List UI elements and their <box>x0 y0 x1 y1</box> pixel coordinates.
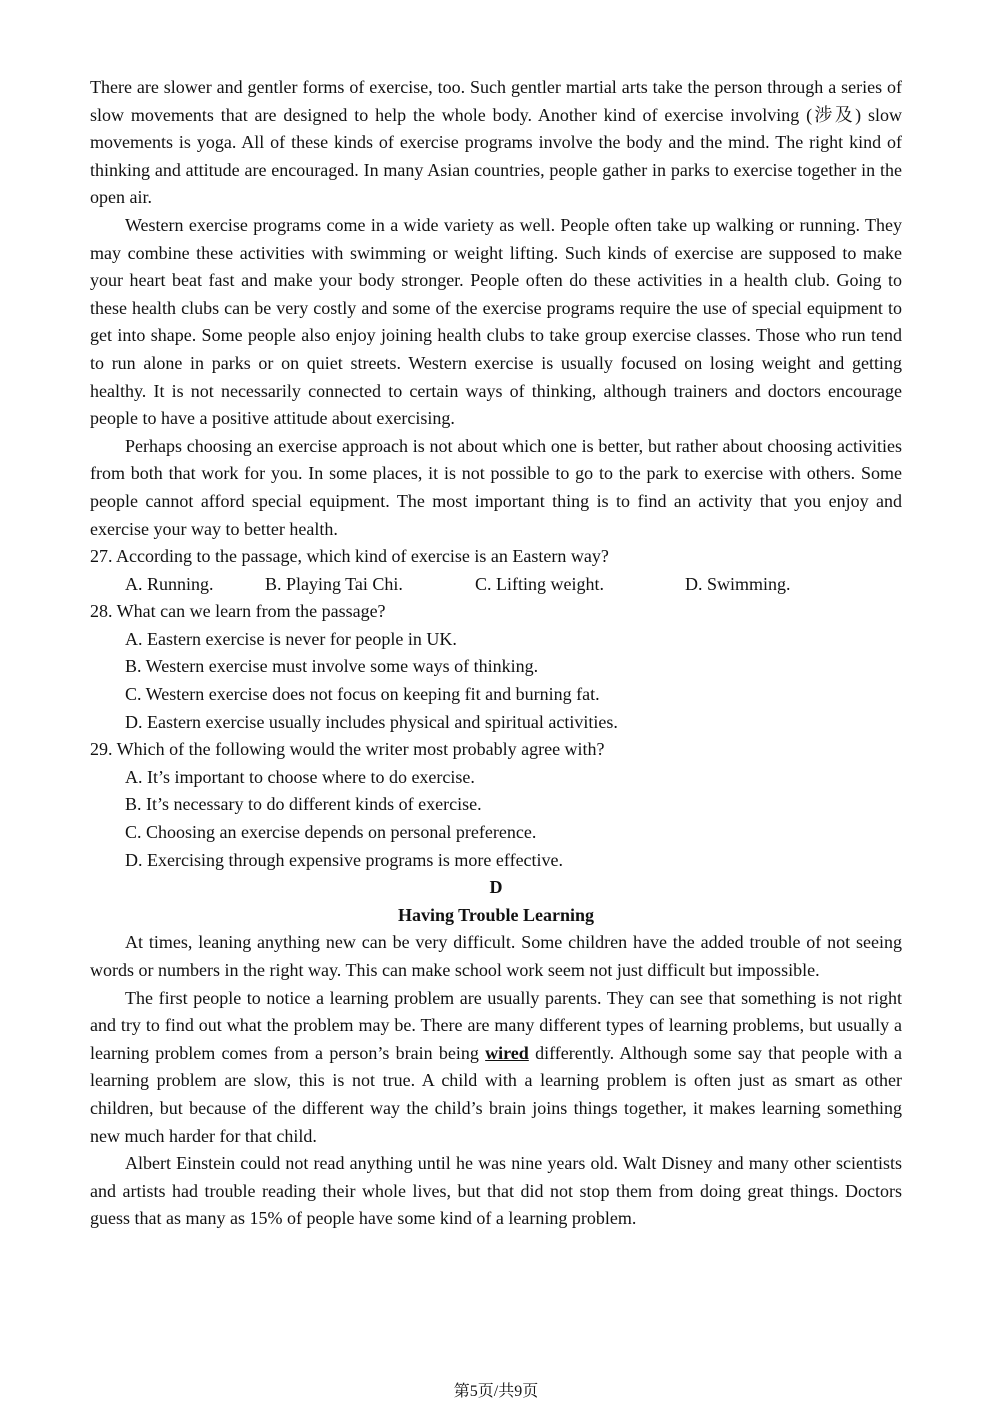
passage-d-paragraph-1: At times, leaning anything new can be very difficult. Some children have the added trouble of not seeing words or numbers in the right way. This can make school work seem not just difficult but impossible. <box>90 932 902 980</box>
passage-d-paragraph-2 <box>90 985 902 1151</box>
q27-option-c: C. Lifting weight. <box>475 573 604 594</box>
q29-option-a: A. It’s important to choose where to do exercise. <box>125 766 475 787</box>
passage-d-paragraph-2-end: differently. Although some say that people with a learning problem are slow, this is not true. A child with a learning problem is often just as smart as other children, but because of the different way the child’s brain joins things together, it makes learning something new much harder for that child. <box>90 1042 902 1146</box>
q28-option-d: D. Eastern exercise usually includes physical and spiritual activities. <box>125 711 618 732</box>
question-27-options <box>125 571 902 599</box>
q27-option-b: B. Playing Tai Chi. <box>265 573 403 594</box>
passage-title: Having Trouble Learning <box>397 904 595 925</box>
passage-d-paragraph-3: Albert Einstein could not read anything until he was nine years old. Walt Disney and many other scientists and artists had trouble reading their whole lives, but that did not stop them from doing great things. Doctors guess that as many as 15% of people have some kind of a learning problem. <box>90 1153 902 1229</box>
question-29-stem: 29. Which of the following would the writer most probably agree with? <box>90 739 605 760</box>
q29-option-c: C. Choosing an exercise depends on personal preference. <box>125 822 537 843</box>
page-number-footer: 第5页/共9页 <box>453 1383 539 1400</box>
page-content <box>90 74 902 1233</box>
question-28-stem: 28. What can we learn from the passage? <box>90 601 386 622</box>
q28-option-b: B. Western exercise must involve some ways of thinking. <box>125 656 539 677</box>
passage-c-paragraph-1: There are slower and gentler forms of exercise, too. Such gentler martial arts take the person through a series of slow movements that are designed to help the whole body. Another kind of exercise involving (涉及) slow movements is yoga. All of these kinds of exercise programs involve the body and the mind. The right kind of thinking and attitude are encouraged. In many Asian countries, people gather in parks to exercise together in the open air. <box>90 77 902 208</box>
question-27-stem: 27. According to the passage, which kind of exercise is an Eastern way? <box>90 546 609 567</box>
q29-option-d: D. Exercising through expensive programs is more effective. <box>125 849 564 870</box>
q28-option-a: A. Eastern exercise is never for people in UK. <box>125 628 457 649</box>
passage-c-paragraph-3: Perhaps choosing an exercise approach is not about which one is better, but rather about choosing activities from both that work for you. In some places, it is not possible to go to the park to exercise with others. Some people cannot afford special equipment. The most important thing is to find an activity that you enjoy and exercise your way to better health. <box>90 435 902 539</box>
q27-option-a: A. Running. <box>125 573 214 594</box>
underlined-word: wired <box>485 1042 529 1063</box>
q28-option-c: C. Western exercise does not focus on keeping fit and burning fat. <box>125 684 600 705</box>
q27-option-d: D. Swimming. <box>685 573 791 594</box>
q29-option-b: B. It’s necessary to do different kinds of exercise. <box>125 794 482 815</box>
section-letter: D <box>489 877 503 898</box>
passage-d-paragraph-2-start: The first people to notice a learning problem are usually parents. They can see that something is not right and try to find out what the problem may be. There are many different types of learning problems, but usually a learning problem comes from a person’s brain being <box>90 987 902 1063</box>
passage-c-paragraph-2: Western exercise programs come in a wide variety as well. People often take up walking or running. They may combine these activities with swimming or weight lifting. Such kinds of exercise are supposed to make your heart beat fast and make your body stronger. People often do these activities in a health club. Going to these health clubs can be very costly and some of the exercise programs require the use of special equipment to get into shape. Some people also enjoy joining health clubs to take group exercise classes. Those who run tend to run alone in parks or on quiet streets. Western exercise is usually focused on losing weight and getting healthy. It is not necessarily connected to certain ways of thinking, although trainers and doctors encourage people to have a positive attitude about exercising. <box>90 214 902 429</box>
